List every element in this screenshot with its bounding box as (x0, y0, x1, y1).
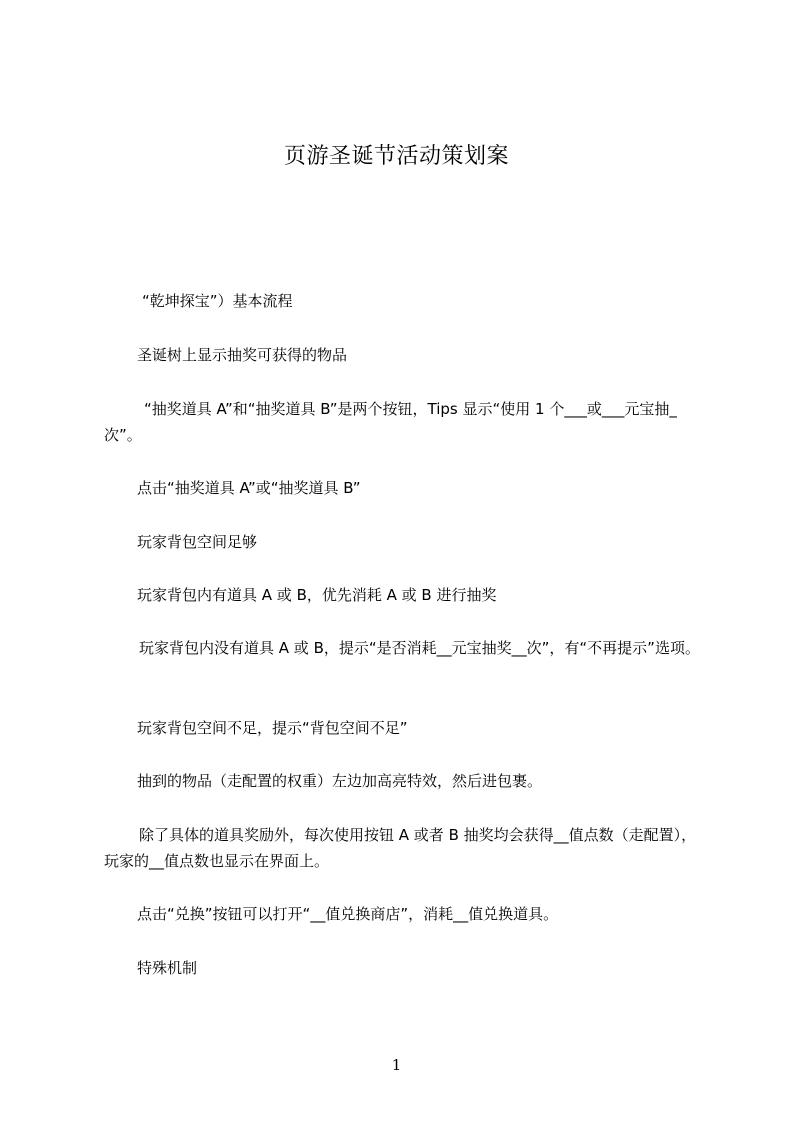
paragraph-basic-flow: “乾坤探宝”）基本流程 (142, 292, 293, 310)
page-number: 1 (391, 1056, 402, 1074)
paragraph-click-draw: 点击“抽奖道具 A”或“抽奖道具 B” (137, 479, 361, 497)
paragraph-bag-enough: 玩家背包空间足够 (137, 533, 258, 551)
document-title: 页游圣诞节活动策划案 (283, 144, 509, 169)
paragraph-points-reward: 除了具体的道具奖励外，每次使用按钮 A 或者 B 抽奖均会获得__值点数（走配置），玩家的__值点数也显示在界面上。 (104, 826, 697, 870)
paragraph-tree-display: 圣诞树上显示抽奖可获得的物品 (137, 346, 348, 364)
paragraph-no-item: 玩家背包内没有道具 A 或 B，提示“是否消耗__元宝抽奖__次”，有“不再提示”选项。 (139, 639, 700, 657)
paragraph-special-mechanism: 特殊机制 (137, 959, 198, 977)
paragraph-highlight-effect: 抽到的物品（走配置的权重）左边加高亮特效，然后进包裹。 (137, 772, 543, 790)
paragraph-buttons-tips: “抽奖道具 A”和“抽奖道具 B”是两个按钮，Tips 显示“使用 1 个___或___元宝抽_次”。 (104, 400, 677, 444)
paragraph-has-item: 玩家背包内有道具 A 或 B，优先消耗 A 或 B 进行抽奖 (137, 586, 497, 604)
paragraph-bag-full: 玩家背包空间不足，提示“背包空间不足” (137, 719, 408, 737)
paragraph-exchange-shop: 点击“兑换”按钮可以打开“__值兑换商店”，消耗__值兑换道具。 (137, 905, 559, 923)
